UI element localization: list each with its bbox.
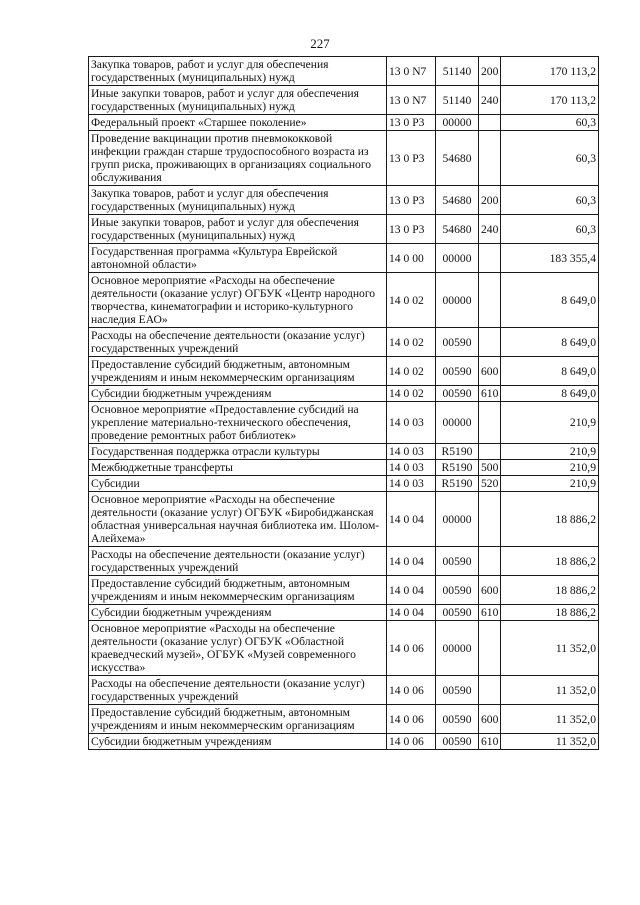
table-row [89,215,599,244]
row-expense-type: 600 [479,357,501,386]
row-name: Расходы на обеспечение деятельности (оказание услуг) государственных учреждений [89,328,387,357]
row-program-code: 14 0 03 [387,402,436,444]
row-program-code: 14 0 06 [387,621,436,676]
row-program-code: 14 0 06 [387,734,436,750]
row-expense-type [479,328,501,357]
row-name: Основное мероприятие «Предоставление субсидий на укрепление материально-технического обеспечения, проведение ремонтных работ библиотек» [89,402,387,444]
table-row [89,186,599,215]
row-amount: 18 886,2 [501,605,599,621]
table-row [89,460,599,476]
row-amount: 170 113,2 [501,86,599,115]
row-expense-type: 600 [479,576,501,605]
row-program-code: 14 0 02 [387,273,436,328]
row-direction-code: 00000 [436,115,479,131]
row-amount: 8 649,0 [501,273,599,328]
row-amount: 60,3 [501,215,599,244]
row-expense-type: 240 [479,215,501,244]
row-amount: 11 352,0 [501,621,599,676]
table-row [89,357,599,386]
row-direction-code: 00590 [436,576,479,605]
row-amount: 183 355,4 [501,244,599,273]
row-name: Федеральный проект «Старшее поколение» [89,115,387,131]
row-amount: 18 886,2 [501,576,599,605]
row-program-code: 14 0 04 [387,605,436,621]
row-expense-type [479,444,501,460]
row-program-code: 14 0 02 [387,386,436,402]
row-direction-code: 00590 [436,605,479,621]
row-amount: 11 352,0 [501,705,599,734]
table-row [89,734,599,750]
page-number: 227 [310,36,330,51]
row-program-code: 14 0 06 [387,676,436,705]
row-direction-code: 51140 [436,86,479,115]
row-amount: 8 649,0 [501,386,599,402]
row-direction-code: 00590 [436,676,479,705]
row-amount: 60,3 [501,115,599,131]
row-name: Государственная поддержка отрасли культуры [89,444,387,460]
row-expense-type: 600 [479,705,501,734]
row-expense-type [479,547,501,576]
row-direction-code: 54680 [436,215,479,244]
row-amount: 60,3 [501,131,599,186]
row-expense-type [479,115,501,131]
row-program-code: 14 0 04 [387,576,436,605]
row-program-code: 13 0 P3 [387,115,436,131]
row-name: Иные закупки товаров, работ и услуг для обеспечения государственных (муниципальных) нужд [89,215,387,244]
row-direction-code: R5190 [436,476,479,492]
table-row [89,705,599,734]
row-expense-type: 610 [479,605,501,621]
table-row [89,402,599,444]
row-expense-type: 610 [479,734,501,750]
row-amount: 11 352,0 [501,676,599,705]
row-name: Субсидии бюджетным учреждениям [89,734,387,750]
row-program-code: 14 0 03 [387,444,436,460]
row-direction-code: 00590 [436,357,479,386]
table-row [89,115,599,131]
row-amount: 210,9 [501,444,599,460]
table-row [89,86,599,115]
row-name: Предоставление субсидий бюджетным, автономным учреждениям и иным некоммерческим организациям [89,357,387,386]
row-direction-code: 00590 [436,386,479,402]
row-expense-type [479,621,501,676]
table-row [89,244,599,273]
table-row [89,131,599,186]
row-expense-type [479,244,501,273]
row-name: Предоставление субсидий бюджетным, автономным учреждениям и иным некоммерческим организациям [89,576,387,605]
row-name: Основное мероприятие «Расходы на обеспечение деятельности (оказание услуг) ОГБУК «Биробиджанская областная универсальная научная библиотека им. Шолом-Алейхема» [89,492,387,547]
row-name: Закупка товаров, работ и услуг для обеспечения государственных (муниципальных) нужд [89,186,387,215]
row-program-code: 14 0 03 [387,476,436,492]
table-row [89,273,599,328]
table-row [89,605,599,621]
row-program-code: 14 0 00 [387,244,436,273]
table-row [89,676,599,705]
budget-table [88,56,599,750]
row-name: Субсидии [89,476,387,492]
row-name: Основное мероприятие «Расходы на обеспечение деятельности (оказание услуг) ОГБУК «Центр народного творчества, кинематографии и историко-культурного наследия ЕАО» [89,273,387,328]
row-program-code: 13 0 P3 [387,131,436,186]
row-program-code: 14 0 04 [387,492,436,547]
table-row [89,621,599,676]
row-name: Проведение вакцинации против пневмококковой инфекции граждан старше трудоспособного возраста из групп риска, проживающих в организациях социального обслуживания [89,131,387,186]
table-row [89,576,599,605]
row-program-code: 13 0 N7 [387,86,436,115]
row-amount: 18 886,2 [501,492,599,547]
row-direction-code: 51140 [436,57,479,86]
row-expense-type: 500 [479,460,501,476]
table-row [89,547,599,576]
table-row [89,328,599,357]
row-expense-type [479,676,501,705]
row-program-code: 13 0 P3 [387,186,436,215]
row-name: Иные закупки товаров, работ и услуг для обеспечения государственных (муниципальных) нужд [89,86,387,115]
row-direction-code: 00000 [436,402,479,444]
row-name: Предоставление субсидий бюджетным, автономным учреждениям и иным некоммерческим организациям [89,705,387,734]
table-row [89,57,599,86]
row-name: Государственная программа «Культура Еврейской автономной области» [89,244,387,273]
row-expense-type: 240 [479,86,501,115]
row-name: Расходы на обеспечение деятельности (оказание услуг) государственных учреждений [89,547,387,576]
budget-table-body [89,57,599,750]
row-direction-code: 00000 [436,621,479,676]
row-name: Межбюджетные трансферты [89,460,387,476]
row-expense-type: 610 [479,386,501,402]
row-program-code: 14 0 02 [387,357,436,386]
row-program-code: 13 0 P3 [387,215,436,244]
row-program-code: 14 0 02 [387,328,436,357]
row-direction-code: 00000 [436,244,479,273]
row-name: Расходы на обеспечение деятельности (оказание услуг) государственных учреждений [89,676,387,705]
row-direction-code: 00000 [436,273,479,328]
table-row [89,444,599,460]
row-name: Субсидии бюджетным учреждениям [89,605,387,621]
row-program-code: 14 0 03 [387,460,436,476]
row-amount: 210,9 [501,402,599,444]
row-amount: 60,3 [501,186,599,215]
row-expense-type: 520 [479,476,501,492]
row-amount: 170 113,2 [501,57,599,86]
row-expense-type [479,273,501,328]
row-program-code: 14 0 06 [387,705,436,734]
row-direction-code: 00590 [436,705,479,734]
row-direction-code: 54680 [436,131,479,186]
row-expense-type [479,131,501,186]
table-row [89,386,599,402]
row-amount: 18 886,2 [501,547,599,576]
row-amount: 210,9 [501,460,599,476]
row-direction-code: R5190 [436,460,479,476]
row-amount: 210,9 [501,476,599,492]
table-row [89,492,599,547]
row-direction-code: 00000 [436,492,479,547]
row-amount: 8 649,0 [501,357,599,386]
row-direction-code: 00590 [436,547,479,576]
row-program-code: 13 0 N7 [387,57,436,86]
row-program-code: 14 0 04 [387,547,436,576]
row-name: Закупка товаров, работ и услуг для обеспечения государственных (муниципальных) нужд [89,57,387,86]
row-direction-code: 54680 [436,186,479,215]
row-direction-code: R5190 [436,444,479,460]
row-name: Основное мероприятие «Расходы на обеспечение деятельности (оказание услуг) ОГБУК «Областной краеведческий музей», ОГБУК «Музей современного искусства» [89,621,387,676]
row-direction-code: 00590 [436,328,479,357]
row-expense-type: 200 [479,57,501,86]
row-direction-code: 00590 [436,734,479,750]
row-expense-type: 200 [479,186,501,215]
row-name: Субсидии бюджетным учреждениям [89,386,387,402]
row-expense-type [479,492,501,547]
row-amount: 11 352,0 [501,734,599,750]
row-expense-type [479,402,501,444]
row-amount: 8 649,0 [501,328,599,357]
table-row [89,476,599,492]
